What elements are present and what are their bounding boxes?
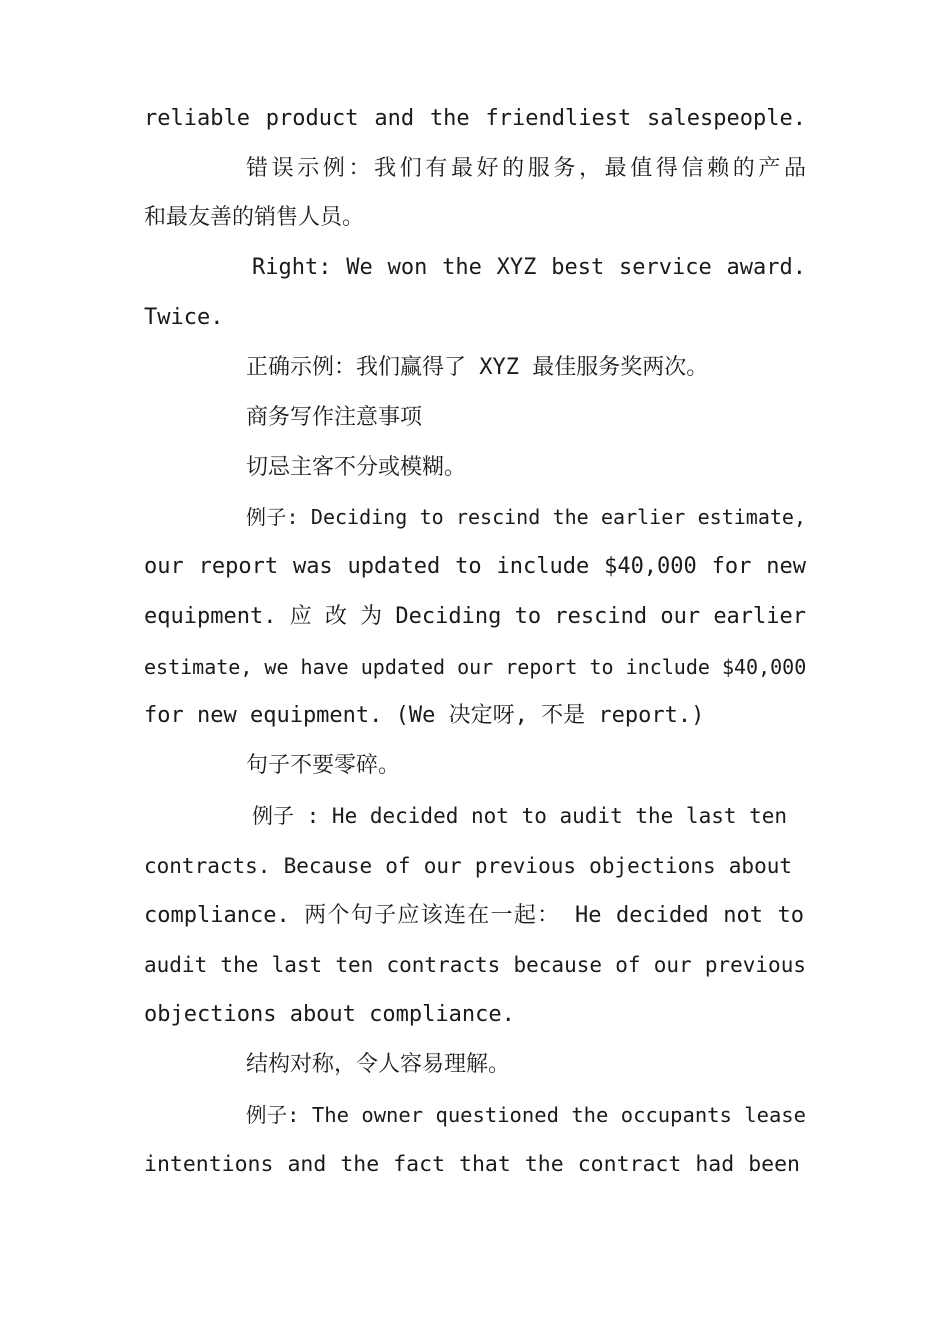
text-line-15: 例子 : He decided not to audit the last ten [252,804,788,828]
text-line-21: 例子: The owner questioned the occupants lease [246,1103,806,1127]
text-line-13: for new equipment. (We 决定呀, 不是 report.) [144,703,705,728]
text-line-9: 例子: Deciding to rescind the earlier estimate, [246,505,806,529]
text-line-19: objections about compliance. [144,1002,515,1027]
text-line-2: 错误示例：我们有最好的服务，最值得信赖的产品 [246,156,806,181]
text-line-11: equipment. 应 改 为 Deciding to rescind our earlier [144,604,807,629]
text-line-22: intentions and the fact that the contract had been [144,1152,800,1177]
text-line-16: contracts. Because of our previous objections about [144,854,792,878]
text-line-14: 句子不要零碎。 [246,753,401,778]
text-line-8: 切忌主客不分或模糊。 [246,455,467,480]
text-line-17: compliance. 两个句子应该连在一起： He decided not to [144,903,804,928]
text-line-3: 和最友善的销售人员。 [144,205,365,230]
text-line-20: 结构对称，令人容易理解。 [246,1052,511,1077]
section-heading: 商务写作注意事项 [246,405,423,430]
text-line-10: our report was updated to include $40,000 for new [144,554,806,579]
text-line-5: Twice. [144,305,224,330]
text-line-12: estimate, we have updated our report to include $40,000 [144,655,807,679]
text-line-18: audit the last ten contracts because of our previous [144,953,806,977]
text-line-6: 正确示例：我们赢得了 XYZ 最佳服务奖两次。 [246,355,709,380]
text-line-4: Right: We won the XYZ best service award. [252,255,806,280]
text-line-1: reliable product and the friendliest salespeople. [144,106,806,131]
